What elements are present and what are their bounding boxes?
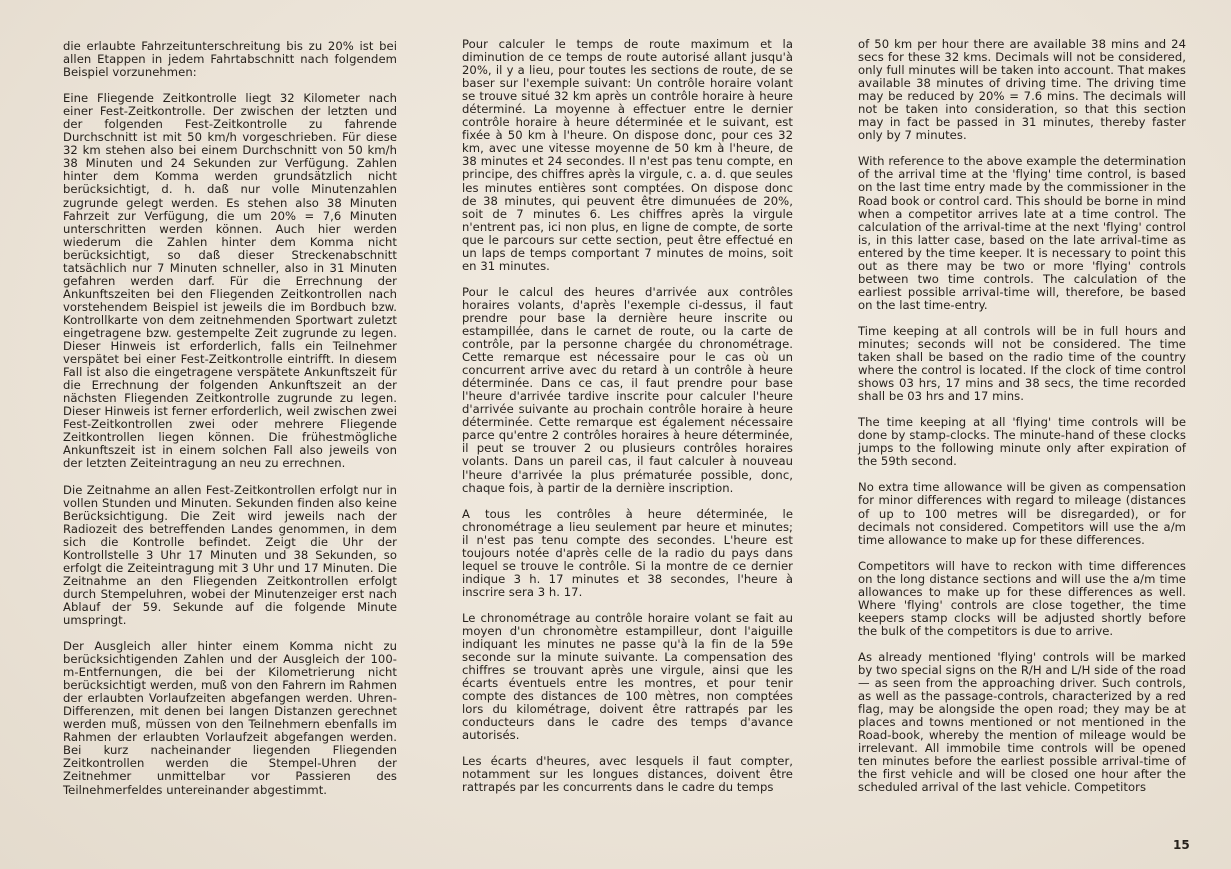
- german-paragraph: Der Ausgleich aller hinter einem Komma nicht zu berücksichtigenden Zahlen und der Ausgleich der 100-m-Entfernungen, die bei der Kilometrierung nicht berücksichtigt werden, muß von den Fahrern im Rahmen der erlaubten Vorlaufzeiten abgefangen werden. Uhren-Differenzen, mit denen bei langen Distanzen gerechnet werden muß, müssen von den Teilnehmern ebenfalls im Rahmen der erlaubten Vorlaufzeit abgefangen werden. Bei kurz nacheinander liegenden Fliegenden Zeitkontrollen werden die Stempel-Uhren der Zeitnehmer unmittelbar vor Passieren des Teilnehmerfeldes untereinander abgestimmt.: [63, 639, 397, 797]
- french-text-column: [462, 38, 793, 808]
- english-paragraph: The time keeping at all 'flying' time controls will be done by stamp-clocks. The minute-hand of these clocks jumps to the following minute only after expiration of the 59th second.: [858, 415, 1186, 469]
- english-paragraph: With reference to the above example the determination of the arrival time at the 'flying' time control, is based on the last time entry made by the commissioner in the Road book or control card. This should be borne in mind when a competitor arrives late at a time control. The calculation of the arrival-time at the next 'flying' control is, in this latter case, based on the late arrival-time as entered by the time keeper. It is necessary to point this out as there may be two or more 'flying' controls between two time controls. The calculation of the earliest possible arrival-time will, therefore, be based on the last time-entry.: [858, 154, 1186, 312]
- english-paragraph: Competitors will have to reckon with time differences on the long distance sections and will use the a/m time allowances to make up for these differences as well. Where 'flying' controls are close together, the time keepers stamp clocks will be adjusted shortly before the bulk of the competitors is due to arrive.: [858, 558, 1186, 638]
- english-paragraph: of 50 km per hour there are available 38 mins and 24 secs for these 32 kms. Decimals will not be considered, only full minutes will be taken into account. That makes available 38 minutes of driving time. The driving time may be reduced by 20% = 7.6 mins. The decimals will not be taken into consideration, so that this section may in fact be passed in 31 minutes, thereby faster only by 7 minutes.: [858, 37, 1186, 143]
- french-paragraph: A tous les contrôles à heure déterminée, le chronométrage a lieu seulement par heure et minutes; il n'est pas tenu compte des secondes. L'heure est toujours notée d'après celle de la radio du pays dans lequel se trouve le contrôle. Si la montre de ce dernier indique 3 h. 17 minutes et 38 secondes, l'heure à inscrire sera 3 h. 17.: [462, 506, 793, 599]
- german-paragraph: Die Zeitnahme an allen Fest-Zeitkontrollen erfolgt nur in vollen Stunden und Minuten. Sekunden finden also keine Berücksichtigung. Die Zeit wird jeweils nach der Radiozeit des betreffenden Landes genommen, in dem sich die Kontrolle befindet. Zeigt die Uhr der Kontrollstelle 3 Uhr 17 Minuten und 38 Sekunden, so erfolgt die Zeiteintragung mit 3 Uhr und 17 Minuten. Die Zeitnahme an den Fliegenden Zeitkontrollen erfolgt durch Stempeluhren, wobei der Minutenzeiger erst nach Ablauf der 59. Sekunde auf die folgende Minute umspringt.: [63, 482, 397, 627]
- page-number: 15: [1173, 838, 1190, 852]
- english-paragraph: No extra time allowance will be given as compensation for minor differences with regard to mileage (distances of up to 100 metres will be disregarded), or for decimals not considered. Competitors will use the a/m time allowance to make up for these differences.: [858, 480, 1186, 547]
- french-paragraph: Pour calculer le temps de route maximum et la diminution de ce temps de route autorisé allant jusqu'à 20%, il y a lieu, pour toutes les sections de route, de se baser sur l'exemple suivant: Un contrôle horaire volant se trouve situé 32 km après un contrôle horaire à heure déterminé. La moyenne à effectuer entre le dernier contrôle horaire à heure déterminée et le suivant, est fixée à 50 km à l'heure. On dispose donc, pour ces 32 km, avec une vitesse moyenne de 50 km à l'heure, de 38 minutes et 24 secondes. Il n'est pas tenu compte, en principe, des chiffres après la virgule, c. a. d. que seules les minutes entières sont comptées. On dispose donc de 38 minutes, qui peuvent être dimunuées de 20%, soit de 7 minutes 6. Les chiffres après la virgule n'entrent pas, ici non plus, en ligne de compte, de sorte que le parcours sur cette section, peut être effectué en un laps de temps comportant 7 minutes de moins, soit en 31 minutes.: [462, 37, 793, 273]
- french-paragraph: Pour le calcul des heures d'arrivée aux contrôles horaires volants, d'après l'exemple ci-dessus, il faut prendre pour base la dernière heure inscrite ou estampillée, dans le carnet de route, ou la carte de contrôle, par la personne chargée du chronométrage. Cette remarque est nécessaire pour le cas où un concurrent arrive avec du retard à un contrôle à heure déterminée. Dans ce cas, il faut prendre pour base l'heure d'arrivée tardive inscrite pour calculer l'heure d'arrivée suivante au prochain contrôle horaire à heure déterminée. Cette remarque est également nécessaire parce qu'entre 2 contrôles horaires à heure déterminée, il peut se trouver 2 ou plusieurs contrôles horaires volants. Dans un pareil cas, il faut calculer à nouveau l'heure d'arrivée la plus prématurée possible, donc, chaque fois, à partir de la dernière inscription.: [462, 284, 793, 495]
- german-text-column: [63, 40, 397, 810]
- french-paragraph: Le chronométrage au contrôle horaire volant se fait au moyen d'un chronomètre estampilleur, dont l'aiguille indiquant les minutes ne passe qu'à la fin de la 59e seconde sur la minute suivante. La compensation des chiffres se trouvant après une virgule, ainsi que les écarts éventuels entre les montres, et pour tenir compte des distances de 100 mètres, non comptées lors du kilométrage, doivent être rattrapés par les conducteurs dans le cadre des temps d'avance autorisés.: [462, 610, 793, 743]
- german-paragraph: die erlaubte Fahrzeitunterschreitung bis zu 20% ist bei allen Etappen in jedem Fahrtabschnitt nach folgendem Beispiel vorzunehmen:: [63, 39, 397, 80]
- english-text-column: [858, 38, 1186, 807]
- german-paragraph: Eine Fliegende Zeitkontrolle liegt 32 Kilometer nach einer Fest-Zeitkontrolle. Der zwischen der letzten und der folgenden Fest-Zeitkontrolle zu fahrende Durchschnitt ist mit 50 km/h vorgeschrieben. Für diese 32 km stehen also bei einem Durchschnitt von 50 km/h 38 Minuten und 24 Sekunden zur Verfügung. Zahlen hinter dem Komma werden grundsätzlich nicht berücksichtigt, d. h. daß nur volle Minutenzahlen zugrunde gelegt werden. Es stehen also 38 Minuten Fahrzeit zur Verfügung, die um 20% = 7,6 Minuten unterschritten werden können. Auch hier werden wiederum die Zahlen hinter dem Komma nicht berücksichtigt, so daß dieser Streckenabschnitt tatsächlich nur 7 Minuten schneller, also in 31 Minuten gefahren werden darf. Für die Errechnung der Ankunftszeiten bei den Fliegenden Zeitkontrollen nach vorstehendem Beispiel ist jeweils die im Bordbuch bzw. Kontrollkarte von dem zeitnehmenden Sportwart zuletzt eingetragene bzw. gestempelte Zeit zugrunde zu legen. Dieser Hinweis ist erforderlich, falls ein Teilnehmer verspätet bei einer Fest-Zeitkontrolle eintrifft. In diesem Fall ist also die eingetragene verspätete Ankunftszeit für die Errechnung der folgenden Ankunftszeit an der nächsten Fliegenden Zeitkontrolle zugrunde zu legen. Dieser Hinweis ist ferner erforderlich, weil zwischen zwei Fest-Zeitkontrollen zwei oder mehrere Fliegende Zeitkontrollen liegen können. Die frühestmögliche Ankunftszeit ist in einem solchen Fall also jeweils von der letzten Zeiteintragung an neu zu errechnen.: [63, 91, 397, 471]
- french-paragraph: Les écarts d'heures, avec lesquels il faut compter, notamment sur les longues distances, doivent être rattrapés par les concurrents dans le cadre du temps: [462, 754, 793, 795]
- english-paragraph: As already mentioned 'flying' controls will be marked by two special signs on the R/H and L/H side of the road — as seen from the approaching driver. Such controls, as well as the passage-controls, characterized by a red flag, may be alongside the open road; they may be at places and towns mentioned or not mentioned in the Road-book, whereby the mention of mileage would be irrelevant. All immobile time controls will be opened ten minutes before the earliest possible arrival-time of the first vehicle and will be closed one hour after the scheduled arrival of the last vehicle. Competitors: [858, 649, 1186, 795]
- english-paragraph: Time keeping at all controls will be in full hours and minutes; seconds will not be considered. The time taken shall be based on the radio time of the country where the control is located. If the clock of time control shows 03 hrs, 17 mins and 38 secs, the time recorded shall be 03 hrs and 17 mins.: [858, 323, 1186, 404]
